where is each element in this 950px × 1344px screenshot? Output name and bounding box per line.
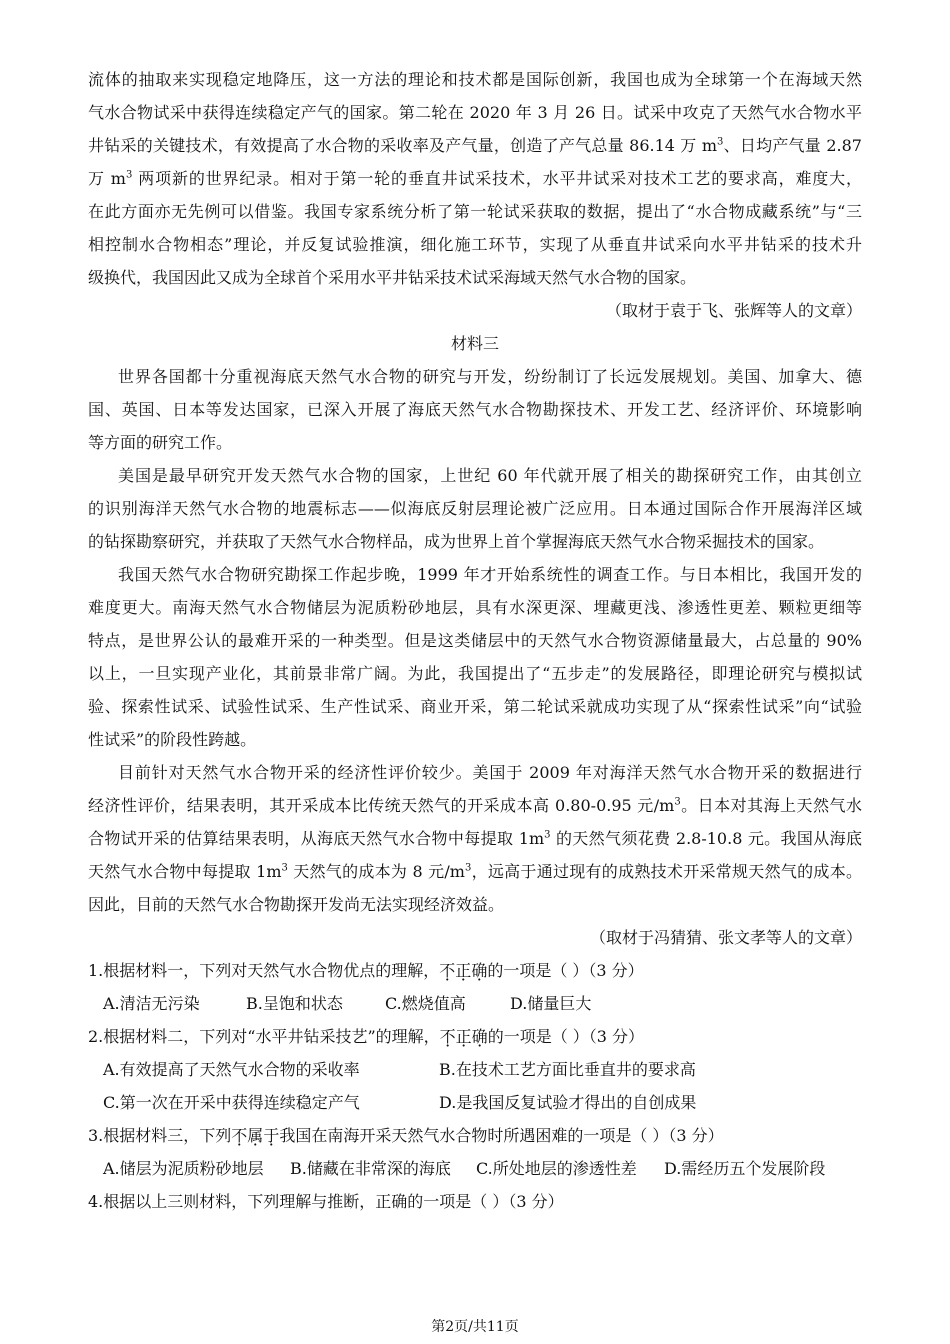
source-attribution-2: （取材于袁于飞、张辉等人的文章） — [605, 301, 862, 320]
page-number: 第2页/共11页 — [431, 1319, 519, 1335]
para1-line-2: 气水合物试采中获得连续稳定产气的国家。第二轮在 2020 年 3 月 26 日。试采中攻克了天然气水合物水平 — [88, 103, 862, 122]
text-span: 经济性评价，结果表明，其开采成本比传统天然气的开采成本高 0.80-0.95 元/m — [88, 796, 675, 815]
q3-option-b: B.储藏在非常深的海底 — [290, 1159, 451, 1178]
text-span: 的天然气须花费 2.8-10.8 元。我国从海底 — [550, 829, 862, 848]
para4-line-3: 特点，是世界公认的最难开采的一种类型。但是这类储层中的天然气水合物资源储量最大，占总量的 90% — [88, 631, 862, 650]
para4-line-1: 我国天然气水合物研究勘探工作起步晚，1999 年才开始系统性的调查工作。与日本相比，我国开发的 — [118, 565, 862, 584]
para2-line-3: 等方面的研究工作。 — [88, 433, 233, 452]
para1-line-1: 流体的抽取来实现稳定地降压，这一方法的理论和技术都是国际创新，我国也成为全球第一个在海域天然 — [88, 70, 862, 89]
para1-line-6: 相控制水合物相态”理论，并反复试验推演，细化施工环节，实现了从垂直井试采向水平井钻采的技术升 — [88, 235, 862, 254]
text-span: 天然气水合物中每提取 1m — [88, 862, 282, 881]
text-span: 天然气的成本为 8 元/m — [287, 862, 465, 881]
text-span: 2.根据材料二，下列对“水平井钻采技艺”的理解， — [88, 1027, 440, 1046]
question-2-stem — [88, 1026, 862, 1048]
superscript: 3 — [125, 169, 133, 181]
para5-line-1: 目前针对天然气水合物开采的经济性评价较少。美国于 2009 年对海洋天然气水合物开采的数据进行 — [118, 763, 862, 782]
emphasis-char: 正 — [455, 1027, 472, 1046]
emphasis-char: 不 — [439, 1027, 456, 1046]
text-span: 的一项是（ ）（3 分） — [487, 1027, 645, 1046]
q2-option-a: A.有效提高了天然气水合物的采收率 — [103, 1060, 360, 1079]
para1-line-5: 在此方面亦无先例可以借鉴。我国专家系统分析了第一轮试采获取的数据，提出了“水合物成藏系统”与“三 — [88, 202, 862, 221]
q3-option-a: A.储层为泥质粉砂地层 — [103, 1159, 264, 1178]
q1-option-a: A.清洁无污染 — [103, 994, 200, 1013]
para4-line-4: 以上，一旦实现产业化，其前景非常广阔。为此，我国提出了“五步走”的发展路径，即理论研究与模拟试 — [88, 664, 862, 683]
emphasis-char: 于 — [263, 1126, 280, 1145]
text-span: 的一项是（ ）（3 分） — [487, 961, 644, 980]
q1-option-d: D.储量巨大 — [510, 994, 592, 1013]
source-attribution-3: （取材于冯猜猜、张文孝等人的文章） — [589, 928, 862, 947]
question-1-stem — [88, 960, 862, 982]
text-span: 合物试开采的估算结果表明，从海底天然气水合物中每提取 1m — [88, 829, 545, 848]
text-span: 1.根据材料一，下列对天然气水合物优点的理解， — [88, 961, 440, 980]
para1-line-4 — [88, 168, 862, 190]
q1-option-b: B.呈饱和状态 — [246, 994, 343, 1013]
para2-line-2: 国、英国、日本等发达国家，已深入开展了海底天然气水合物勘探技术、开发工艺、经济评价、环境影响 — [88, 400, 862, 419]
para1-line-3 — [88, 135, 862, 157]
text-span: 3.根据材料三，下列 — [88, 1126, 232, 1145]
text-span: 我国在南海开采天然气水合物时所遇困难的一项是（ ）（3 分） — [279, 1126, 724, 1145]
para3-line-3: 的钻探勘察研究，并获取了天然气水合物样品，成为世界上首个掌握海底天然气水合物采掘技术的国家。 — [88, 532, 825, 551]
text-span: ，远高于通过现有的成熟技术开采常规天然气的成本。 — [471, 862, 862, 881]
q2-option-b: B.在技术工艺方面比垂直井的要求高 — [439, 1060, 696, 1079]
para3-line-2: 的识别海洋天然气水合物的地震标志——似海底反射层理论被广泛应用。日本通过国际合作开展海洋区域 — [88, 499, 862, 518]
q3-option-c: C.所处地层的渗透性差 — [476, 1159, 637, 1178]
text-span: 、日均产气量 2.87 — [723, 136, 862, 155]
emphasis-char: 确 — [471, 1027, 488, 1046]
text-span: 万 m — [88, 169, 126, 188]
text-span: 。日本对其海上天然气水 — [680, 796, 862, 815]
para2-line-1: 世界各国都十分重视海底天然气水合物的研究与开发，纷纷制订了长远发展规划。美国、加拿大、德 — [118, 367, 862, 386]
para5-line-2 — [88, 795, 862, 817]
emphasis-char: 不 — [231, 1126, 248, 1145]
superscript: 3 — [717, 136, 724, 148]
para4-line-6: 性试采”的阶段性跨越。 — [88, 730, 257, 749]
superscript: 3 — [544, 829, 551, 841]
para5-line-3 — [88, 828, 862, 850]
superscript: 3 — [281, 862, 288, 874]
emphasis-char: 确 — [471, 961, 488, 980]
question-4-stem: 4.根据以上三则材料，下列理解与推断，正确的一项是（ ）（3 分） — [88, 1192, 564, 1211]
para5-line-5: 因此，目前的天然气水合物勘探开发尚无法实现经济效益。 — [88, 895, 505, 914]
material-3-heading: 材料三 — [450, 334, 499, 353]
para5-line-4 — [88, 861, 862, 883]
text-span: 井钻采的关键技术，有效提高了水合物的采收率及产气量，创造了产气总量 86.14 万 m — [88, 136, 717, 155]
emphasis-char: 属 — [247, 1126, 264, 1145]
emphasis-char: 不 — [439, 961, 456, 980]
question-3-stem — [88, 1125, 862, 1147]
superscript: 3 — [674, 796, 681, 808]
q2-option-c: C.第一次在开采中获得连续稳定产气 — [103, 1093, 360, 1112]
q2-option-d: D.是我国反复试验才得出的自创成果 — [439, 1093, 697, 1112]
q1-option-c: C.燃烧值高 — [385, 994, 466, 1013]
q3-option-d: D.需经历五个发展阶段 — [664, 1159, 826, 1178]
para1-line-7: 级换代，我国因此又成为全球首个采用水平井钻采技术试采海域天然气水合物的国家。 — [88, 268, 697, 287]
para4-line-2: 难度更大。南海天然气水合物储层为泥质粉砂地层，具有水深更深、埋藏更浅、渗透性更差、颗粒更细等 — [88, 598, 862, 617]
para3-line-1: 美国是最早研究开发天然气水合物的国家，上世纪 60 年代就开展了相关的勘探研究工作，由其创立 — [118, 466, 862, 485]
para4-line-5: 验、探索性试采、试验性试采、生产性试采、商业开采，第二轮试采就成功实现了从“探索性试采”向“试验 — [88, 697, 862, 716]
text-span: 两项新的世界纪录。相对于第一轮的垂直井试采技术，水平井试采对技术工艺的要求高，难度大， — [132, 169, 862, 188]
emphasis-char: 正 — [455, 961, 472, 980]
superscript: 3 — [464, 862, 472, 874]
